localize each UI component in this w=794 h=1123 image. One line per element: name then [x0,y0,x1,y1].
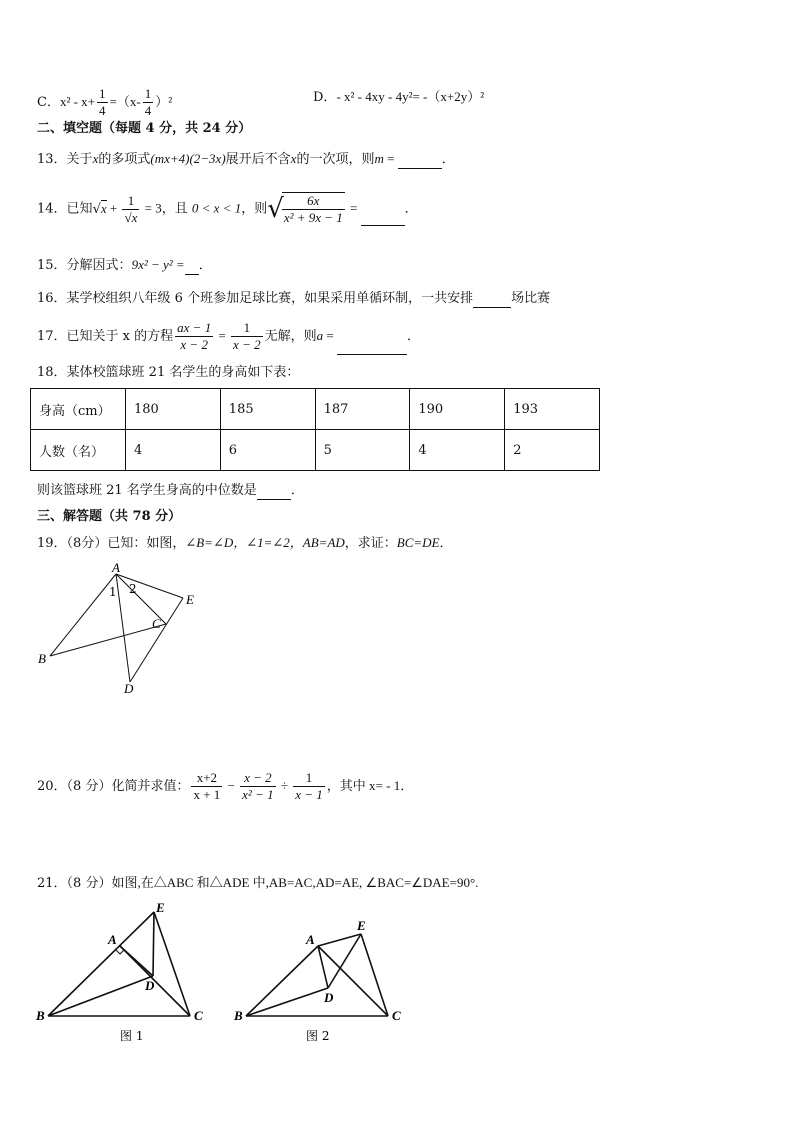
segment-ed [153,912,154,976]
label-d: D [145,978,155,993]
segment-ba [246,946,318,1016]
answer-blank[interactable] [185,260,199,275]
table-cell: 190 [410,389,505,430]
sqrt-symbol: √x [92,200,107,217]
angle-label-2: 2 [129,582,137,596]
figure-caption-1: 图 1 [120,1029,144,1043]
right-angle-mark [116,950,124,954]
question-13: 13．关于x的多项式(mx+4)(2−3x)展开后不含x的一次项，则m = ． [37,151,455,167]
sqrt-symbol: √ [267,194,284,224]
table-cell: 4 [410,430,505,471]
fraction: $\frac{1}{4}$ [144,86,152,118]
question-18-prompt: 则该篮球班 21 名学生身高的中位数是 ． [37,483,304,498]
table-cell: 193 [505,389,600,430]
question-19: 19．（8分）已知：如图，∠B=∠D，∠1=∠2，AB=AD，求证：BC=DE． [37,535,453,551]
segment-ec [361,934,388,1016]
label-a: A [306,932,315,947]
fraction: $\frac{6x}{\text{x² + 9x − 1}}$ [283,193,343,225]
segment-ec [154,912,190,1016]
answer-blank[interactable] [257,485,291,500]
label-b: B [38,651,46,666]
segment-ac [318,946,388,1016]
section-title-solutions: 三、解答题（共 78 分） [37,509,182,524]
segment-bd [246,988,328,1016]
fraction: $\frac{x - 2}{\text{x² − 1}}$ [242,770,274,802]
table-cell: 4 [126,430,221,471]
answer-blank[interactable] [337,340,407,355]
label-d: D [324,990,334,1005]
segment-ab [50,574,116,656]
table-cell: 5 [315,430,410,471]
label-a: A [108,932,117,947]
table-cell: 2 [505,430,600,471]
label-c: C [152,616,161,631]
table-cell: 180 [126,389,221,430]
segment-bc [50,624,166,656]
answer-blank[interactable] [361,211,405,226]
fraction: $\frac{1}{√x}$ [124,192,138,225]
question-17: 17．已知关于 x 的方程 $\frac{ax - 1}{x - 2}$ = $\frac{1}{x - 2}$ 无解，则a = ． [37,318,420,355]
fraction: $\frac{1}{x - 2}$ [233,320,261,352]
table-cell: 6 [220,430,315,471]
angle-label-1: 1 [109,585,117,599]
table-cell: 187 [315,389,410,430]
table-header-height: 身高（cm） [31,389,126,430]
q12-option-c: C．x² - x+ $\frac{1}{4}$ =（x- $\frac{1}{4}$ ）² [37,86,173,118]
q12-option-d: D．- x² - 4xy - 4y²= -（x+2y）² [313,89,485,105]
q21-figure-1 [30,898,220,1048]
label-e: E [357,918,366,933]
table-cell: 185 [220,389,315,430]
fraction: $\frac{x+2}{x + 1}$ [193,770,221,802]
figure-caption-2: 图 2 [306,1029,330,1043]
fraction: $\frac{ax - 1}{x - 2}$ [177,320,212,352]
segment-ae [116,574,183,598]
table-header-count: 人数（名） [31,430,126,471]
question-21: 21．（8 分）如图,在△ABC 和△ADE 中,AB=AC,AD=AE, ∠BAC=∠DAE=90°. [37,875,479,891]
answer-blank[interactable] [398,154,442,169]
label-a: A [112,560,120,575]
segment-ad [120,946,153,976]
question-18: 18．某体校篮球班 21 名学生的身高如下表： [37,365,300,380]
table-row [31,430,600,471]
question-20: 20．（8 分）化简并求值： $\frac{x+2}{x + 1}$ − $\frac{x - 2}{\text{x² − 1}}$ ÷ $\frac{1}{x - 1}$ ，其中 x= - 1． [37,770,414,802]
q21-figure-2 [228,898,418,1048]
segment-ad [116,574,130,682]
segment-ad [318,946,328,988]
question-15: 15．分解因式：9x² − y² = ． [37,257,212,273]
segment-bd [48,976,153,1016]
label-e: E [186,592,194,607]
q19-figure [30,558,210,698]
fraction: $\frac{1}{4}$ [99,86,106,118]
table-row [31,389,600,430]
label-b: B [234,1008,243,1023]
label-d: D [124,681,134,696]
fraction: $\frac{1}{x - 1}$ [295,770,323,802]
label-b: B [36,1008,45,1023]
question-14: 14．已知√x + $\frac{1}{√x}$ = 3，且 0 < x < 1，则√ $\frac{6x}{\text{x² + 9x − 1}}$ = ． [37,192,418,225]
section-title-fill-in: 二、填空题（每题 4 分，共 24 分） [37,121,252,136]
label-c: C [392,1008,401,1023]
label-c: C [194,1008,203,1023]
label-e: E [156,900,165,915]
answer-blank[interactable] [473,293,511,308]
question-16: 16．某学校组织八年级 6 个班参加足球比赛，如果采用单循环制，一共安排 场比赛 [37,291,551,306]
height-table [30,388,600,471]
segment-de [130,598,183,682]
